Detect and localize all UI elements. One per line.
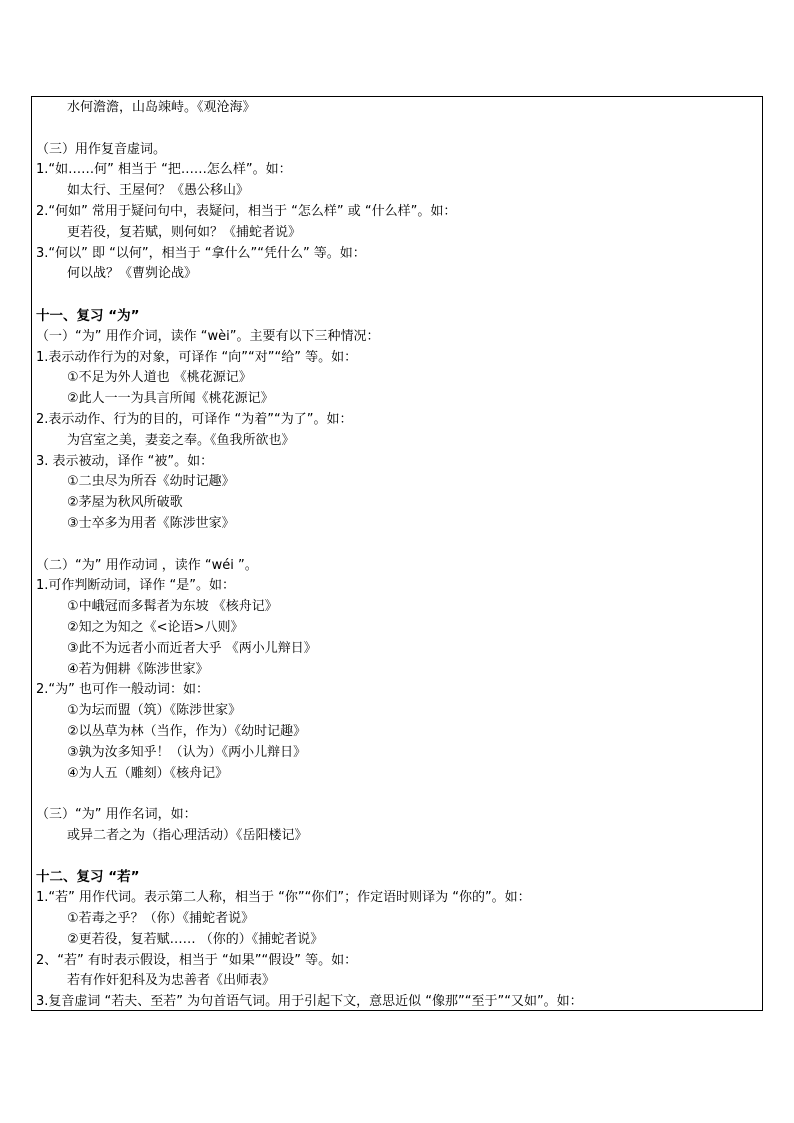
text-line: 2.“何如” 常用于疑问句中，表疑问，相当于 “怎么样” 或 “什么样”。如： xyxy=(36,203,457,219)
example-line: ②此人一一为具言所闻《桃花源记》 xyxy=(67,391,274,407)
example-line: 如太行、王屋何？《愚公移山》 xyxy=(67,183,250,199)
example-line: 水何澹澹，山岛竦峙。《观沧海》 xyxy=(67,100,256,115)
example-line: ①中峨冠而多髯者为东坡 《核舟记》 xyxy=(67,599,278,615)
example-line: ④为人五（雕刻）《核舟记》 xyxy=(67,765,229,781)
text-line: （一）“为” 用作介词，读作 “wèi”。主要有以下三种情况： xyxy=(36,328,380,344)
text-line: 3.复音虚词 “若夫、至若” 为句首语气词。用于引起下文，意思近似 “像那”“至于”“又如”。如： xyxy=(36,994,583,1010)
text-line: 1.表示动作行为的对象，可译作 “向”“对”“给” 等。如： xyxy=(36,349,358,365)
blank-line xyxy=(36,847,758,868)
example-line: 何以战？《曹刿论战》 xyxy=(67,266,198,282)
document-body xyxy=(36,98,758,1013)
text-line: 1.“如……何” 相当于 “把……怎么样”。如： xyxy=(36,162,292,178)
text-line: （二）“为” 用作动词 ，读作 “wéi ”。 xyxy=(36,557,258,573)
example-line: ③此不为远者小而近者大乎 《两小儿辩日》 xyxy=(67,640,317,656)
example-line: ④若为佣耕《陈涉世家》 xyxy=(67,661,209,677)
text-line: （三）用作复音虚词。 xyxy=(36,141,167,157)
text-line: 2、“若” 有时表示假设，相当于 “如果”“假设” 等。如： xyxy=(36,952,358,968)
text-line: （三）“为” 用作名词，如： xyxy=(36,807,197,823)
example-line: 更若役，复若赋，则何如？《捕蛇者说》 xyxy=(67,224,302,240)
example-line: ③孰为汝多知乎！（认为）《两小儿辩日》 xyxy=(67,744,307,760)
example-line: ③士卒多为用者《陈涉世家》 xyxy=(67,515,235,531)
example-line: ①若毒之乎？（你）《捕蛇者说》 xyxy=(67,911,255,927)
blank-line xyxy=(36,285,758,306)
text-line: 2.“为” 也可作一般动词：如： xyxy=(36,682,210,698)
example-line: ②更若役，复若赋…… （你的）《捕蛇者说》 xyxy=(67,931,324,947)
example-line: ①不足为外人道也 《桃花源记》 xyxy=(67,370,252,386)
example-line: ②以丛草为林（当作，作为）《幼时记趣》 xyxy=(67,723,307,739)
example-line: ①为坛而盟（筑）《陈涉世家》 xyxy=(67,703,242,719)
content-table-cell xyxy=(31,96,763,1011)
text-line: 1.“若” 用作代词。表示第二人称，相当于 “你”“你们”；作定语时则译为 “你的”。如： xyxy=(36,890,531,906)
example-line: 或异二者之为（指心理活动）《岳阳楼记》 xyxy=(67,827,308,843)
text-line: 3. 表示被动，译作 “被”。如： xyxy=(36,453,214,469)
blank-line xyxy=(36,119,758,140)
section-heading: 十二、复习 “若” xyxy=(36,869,140,886)
example-line: 若有作奸犯科及为忠善者《出师表》 xyxy=(67,973,276,989)
text-line: 3.“何以” 即 “以何”，相当于 “拿什么”“凭什么” 等。如： xyxy=(36,245,366,261)
example-line: 为宫室之美，妻妾之奉。《鱼我所欲也》 xyxy=(67,432,295,448)
example-line: ①二虫尽为所吞《幼时记趣》 xyxy=(67,474,235,490)
blank-line xyxy=(36,784,758,805)
blank-line xyxy=(36,535,758,556)
section-heading: 十一、复习 “为” xyxy=(36,307,140,324)
text-line: 2.表示动作、行为的目的，可译作 “为着”“为了”。如： xyxy=(36,411,353,427)
example-line: ②知之为知之《<论语>八则》 xyxy=(67,619,244,635)
example-line: ②茅屋为秋风所破歌 xyxy=(67,495,183,511)
text-line: 1.可作判断动词，译作 “是”。如： xyxy=(36,578,236,594)
